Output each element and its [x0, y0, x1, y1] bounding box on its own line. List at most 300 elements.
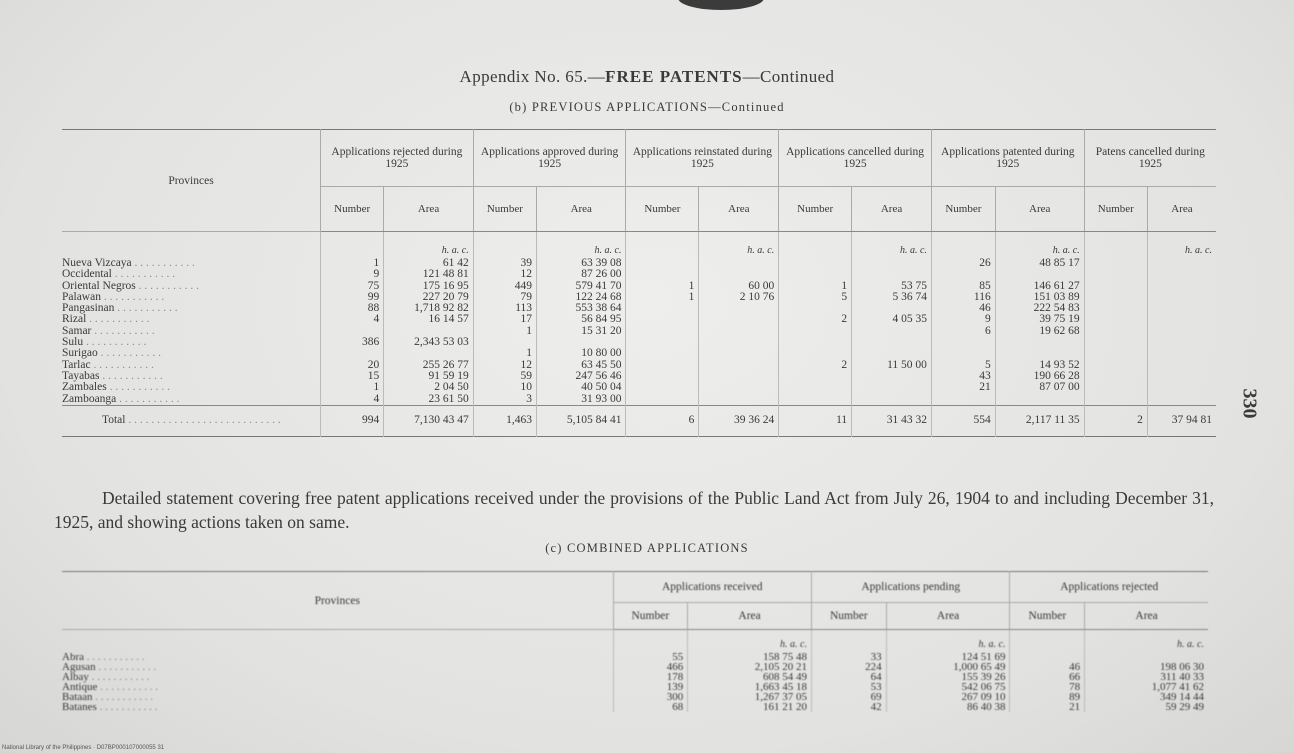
number-cell [1084, 371, 1147, 382]
number-cell [931, 348, 995, 359]
number-cell: 113 [473, 303, 536, 314]
area-header: Area [537, 187, 626, 232]
title-prefix: Appendix No. 65.— [459, 67, 606, 86]
table-row [62, 337, 1216, 348]
unit-label: h. a. c. [699, 232, 779, 259]
number-cell [931, 269, 995, 280]
number-header: Number [931, 187, 995, 232]
area-header: Area [852, 187, 932, 232]
number-cell [626, 360, 699, 371]
number-cell: 6 [931, 326, 995, 337]
area-cell: 19 62 68 [995, 326, 1084, 337]
area-cell: 4 05 35 [852, 314, 932, 325]
units-row [62, 232, 1216, 259]
total-label [62, 405, 321, 436]
table-row [62, 394, 1216, 406]
number-cell [626, 326, 699, 337]
area-header: Area [1147, 187, 1216, 232]
table-row [62, 672, 1208, 682]
number-cell [1084, 314, 1147, 325]
unit-label: h. a. c. [995, 232, 1084, 259]
number-cell [1084, 303, 1147, 314]
leader-dots: . . . . . . . . . . . [95, 661, 157, 673]
leader-dots: . . . . . . . . . . . [116, 392, 180, 405]
table-row [62, 348, 1216, 359]
number-cell [779, 348, 852, 359]
area-cell [1147, 337, 1216, 348]
area-cell [1147, 292, 1216, 303]
number-cell: 5 [931, 360, 995, 371]
area-cell: 175 16 95 [384, 281, 473, 292]
group-header: Applications reinstated during 1925 [626, 130, 779, 187]
area-cell [852, 394, 932, 406]
leader-dots: . . . . . . . . . . . [106, 381, 170, 394]
cell-text: Oriental Negros [62, 279, 136, 292]
number-cell: 33 [811, 652, 886, 662]
cell-text: Antique [62, 681, 98, 693]
unit-label: h. a. c. [537, 232, 626, 259]
cell-text: Rizal [62, 313, 87, 326]
number-cell: 1 [321, 258, 384, 269]
area-cell: 255 26 77 [384, 360, 473, 371]
number-cell [1084, 337, 1147, 348]
area-cell: 63 45 50 [537, 360, 626, 371]
page-number: 330 [1238, 388, 1261, 419]
area-cell [852, 371, 932, 382]
cell-text: Bataan [62, 691, 93, 703]
area-cell: 2,343 53 03 [384, 337, 473, 348]
area-cell [852, 326, 932, 337]
number-cell [626, 394, 699, 406]
area-cell: 311 40 33 [1085, 672, 1208, 682]
number-cell: 66 [1010, 672, 1085, 682]
area-cell: 247 56 46 [537, 371, 626, 382]
number-cell: 466 [613, 662, 688, 672]
number-cell [779, 371, 852, 382]
area-cell: 39 36 24 [699, 405, 779, 436]
number-cell: 43 [931, 371, 995, 382]
number-cell: 46 [1010, 662, 1085, 672]
cell-text: Occidental [62, 268, 112, 281]
area-cell: 1,000 65 49 [886, 662, 1010, 672]
table-row [62, 652, 1208, 662]
title-suffix: —Continued [742, 67, 835, 86]
number-cell: 994 [321, 405, 384, 436]
area-cell [1147, 281, 1216, 292]
area-cell [699, 258, 779, 269]
leader-dots: . . . . . . . . . . . [84, 651, 145, 663]
number-cell: 11 [779, 405, 852, 436]
area-header: Area [1085, 603, 1208, 630]
cell-text: Agusan [62, 661, 96, 673]
number-cell: 64 [811, 672, 886, 682]
number-cell: 4 [321, 394, 384, 406]
leader-dots: . . . . . . . . . . . [92, 691, 154, 703]
area-cell [699, 326, 779, 337]
number-cell: 1 [473, 326, 536, 337]
area-header: Area [688, 603, 812, 630]
number-cell [626, 382, 699, 393]
area-header: Area [886, 603, 1010, 630]
combined-applications-table [62, 571, 1208, 712]
number-cell: 68 [613, 702, 688, 712]
group-header: Applications patented during 1925 [931, 130, 1084, 187]
number-cell: 20 [321, 360, 384, 371]
number-cell [1084, 360, 1147, 371]
number-cell: 59 [473, 371, 536, 382]
area-cell [1147, 394, 1216, 406]
area-cell: 5 36 74 [852, 292, 932, 303]
number-cell: 139 [613, 682, 688, 692]
number-header: Number [1010, 603, 1085, 630]
area-cell: 158 75 48 [688, 652, 812, 662]
number-header: Number [1084, 187, 1147, 232]
area-cell [699, 337, 779, 348]
area-cell: 198 06 30 [1085, 662, 1208, 672]
area-cell: 1,718 92 82 [384, 303, 473, 314]
area-cell: 1,663 45 18 [688, 682, 812, 692]
area-cell [699, 371, 779, 382]
area-cell: 39 75 19 [995, 314, 1084, 325]
area-cell [852, 382, 932, 393]
group-header: Applications rejected [1010, 572, 1208, 603]
area-header: Area [995, 187, 1084, 232]
number-cell: 21 [1010, 702, 1085, 712]
number-cell: 78 [1010, 682, 1085, 692]
group-header: Applications approved during 1925 [473, 130, 626, 187]
provinces-header: Provinces [62, 130, 321, 232]
provinces-header: Provinces [62, 572, 613, 630]
number-cell: 89 [1010, 692, 1085, 702]
number-cell: 5 [779, 292, 852, 303]
scan-artifact [678, 0, 764, 10]
number-cell [1084, 292, 1147, 303]
area-cell: 349 14 44 [1085, 692, 1208, 702]
area-cell: 2,105 20 21 [688, 662, 812, 672]
area-header: Area [384, 187, 473, 232]
group-header-row [62, 572, 1208, 603]
number-cell: 12 [473, 269, 536, 280]
area-cell [699, 303, 779, 314]
area-cell [995, 348, 1084, 359]
area-cell: 542 06 75 [886, 682, 1010, 692]
area-cell: 2 10 76 [699, 292, 779, 303]
area-cell: 227 20 79 [384, 292, 473, 303]
area-cell: 122 24 68 [537, 292, 626, 303]
area-cell [1147, 360, 1216, 371]
area-cell: 53 75 [852, 281, 932, 292]
group-header: Applications cancelled during 1925 [779, 130, 932, 187]
number-cell: 1 [626, 281, 699, 292]
area-cell: 15 31 20 [537, 326, 626, 337]
area-cell: 91 59 19 [384, 371, 473, 382]
number-cell [1084, 382, 1147, 393]
number-cell: 9 [931, 314, 995, 325]
number-cell [626, 348, 699, 359]
number-header: Number [473, 187, 536, 232]
area-cell [699, 360, 779, 371]
area-cell: 5,105 84 41 [537, 405, 626, 436]
area-cell: 31 93 00 [537, 394, 626, 406]
number-cell [626, 303, 699, 314]
unit-label: h. a. c. [384, 232, 473, 259]
unit-label: h. a. c. [1085, 630, 1208, 653]
area-cell: 37 94 81 [1147, 405, 1216, 436]
number-cell: 1 [626, 292, 699, 303]
area-cell [699, 314, 779, 325]
area-cell: 608 54 49 [688, 672, 812, 682]
area-cell: 1,077 41 62 [1085, 682, 1208, 692]
table-row [62, 258, 1216, 269]
area-cell: 63 39 08 [537, 258, 626, 269]
area-cell [1147, 303, 1216, 314]
area-cell [852, 348, 932, 359]
area-cell [995, 269, 1084, 280]
number-cell: 554 [931, 405, 995, 436]
area-cell: 10 80 00 [537, 348, 626, 359]
cell-text: Pangasinan [62, 302, 115, 315]
leader-dots: . . . . . . . . . . . [88, 671, 150, 683]
area-cell [1147, 269, 1216, 280]
paragraph-text: Detailed statement covering free patent applications received under the provisions of the Public Land Act from July 26, 1904 to and including December 31, 1925, and showing actions taken on same. [54, 488, 1214, 532]
cell-text: Samar [62, 324, 92, 337]
number-cell [1084, 348, 1147, 359]
section-c-title: (c) COMBINED APPLICATIONS [545, 541, 749, 555]
group-header: Applications rejected during 1925 [321, 130, 474, 187]
area-cell: 48 85 17 [995, 258, 1084, 269]
number-cell: 39 [473, 258, 536, 269]
number-cell: 21 [931, 382, 995, 393]
number-cell [626, 258, 699, 269]
cell-text: Nueva Vizcaya [62, 257, 132, 269]
leader-dots: . . . . . . . . . . . [83, 336, 147, 349]
area-cell: 59 29 49 [1085, 702, 1208, 712]
number-cell [779, 258, 852, 269]
area-cell: 2,117 11 35 [995, 405, 1084, 436]
table-body [62, 630, 1208, 713]
title-main: FREE PATENTS [605, 67, 743, 86]
number-cell [626, 337, 699, 348]
area-cell: 31 43 32 [852, 405, 932, 436]
number-cell: 26 [931, 258, 995, 269]
unit-label: h. a. c. [688, 630, 812, 653]
area-cell [699, 348, 779, 359]
group-header: Applications received [613, 572, 811, 603]
number-cell: 85 [931, 281, 995, 292]
number-cell: 75 [321, 281, 384, 292]
leader-dots: . . . . . . . . . . . [97, 681, 158, 693]
group-header-row [62, 130, 1216, 187]
area-cell: 56 84 95 [537, 314, 626, 325]
number-header: Number [626, 187, 699, 232]
province-name [62, 394, 321, 406]
area-cell [852, 337, 932, 348]
area-cell: 146 61 27 [995, 281, 1084, 292]
group-header: Patens cancelled during 1925 [1084, 130, 1216, 187]
number-cell: 4 [321, 314, 384, 325]
number-cell [1084, 281, 1147, 292]
number-cell: 449 [473, 281, 536, 292]
area-cell: 87 07 00 [995, 382, 1084, 393]
number-cell: 88 [321, 303, 384, 314]
unit-label: h. a. c. [852, 232, 932, 259]
number-cell: 2 [779, 360, 852, 371]
area-cell: 553 38 64 [537, 303, 626, 314]
province-name [62, 702, 613, 712]
number-cell: 6 [626, 405, 699, 436]
number-cell [1084, 269, 1147, 280]
leader-dots: . . . . . . . . . . . [90, 358, 154, 371]
number-cell [779, 382, 852, 393]
area-cell: 1,267 37 05 [688, 692, 812, 702]
leader-dots: . . . . . . . . . . . [96, 701, 158, 713]
area-cell [699, 269, 779, 280]
number-cell: 9 [321, 269, 384, 280]
units-row [62, 630, 1208, 653]
number-cell [1084, 326, 1147, 337]
cell-text: Abra [62, 651, 84, 663]
area-cell: 87 26 00 [537, 269, 626, 280]
area-cell [1147, 326, 1216, 337]
number-cell: 3 [473, 394, 536, 406]
table-row [62, 269, 1216, 280]
area-header: Area [699, 187, 779, 232]
number-cell [779, 337, 852, 348]
number-cell [626, 371, 699, 382]
number-cell: 300 [613, 692, 688, 702]
number-cell: 15 [321, 371, 384, 382]
unit-label: h. a. c. [1147, 232, 1216, 259]
cell-text: Surigao [62, 347, 98, 360]
unit-label: h. a. c. [886, 630, 1010, 653]
number-cell: 99 [321, 292, 384, 303]
number-cell: 1 [321, 382, 384, 393]
leader-dots: . . . . . . . . . . . [131, 257, 195, 269]
area-cell: 222 54 83 [995, 303, 1084, 314]
footer-credit: National Library of the Philippines · D07BP000107000055 31 [2, 745, 165, 751]
number-cell: 53 [811, 682, 886, 692]
area-cell: 155 39 26 [886, 672, 1010, 682]
leader-dots: . . . . . . . . . . . [91, 324, 155, 337]
leader-dots: . . . . . . . . . . . [97, 347, 162, 360]
number-cell [321, 348, 384, 359]
table-row [62, 662, 1208, 672]
cell-text: Tarlac [62, 358, 91, 371]
area-cell: 16 14 57 [384, 314, 473, 325]
number-cell: 2 [779, 314, 852, 325]
table-row [62, 692, 1208, 702]
cell-text: Tayabas [62, 369, 100, 382]
number-cell [1084, 258, 1147, 269]
number-header: Number [779, 187, 852, 232]
number-cell: 42 [811, 702, 886, 712]
number-cell: 1 [779, 281, 852, 292]
number-cell [779, 326, 852, 337]
number-cell [779, 269, 852, 280]
number-cell [931, 337, 995, 348]
number-cell: 10 [473, 382, 536, 393]
area-cell [1147, 314, 1216, 325]
area-cell [1147, 348, 1216, 359]
number-cell [931, 394, 995, 406]
number-header: Number [811, 603, 886, 630]
number-cell [626, 314, 699, 325]
area-cell [699, 394, 779, 406]
section-b-title: (b) PREVIOUS APPLICATIONS—Continued [509, 100, 785, 114]
area-cell [852, 258, 932, 269]
area-cell [995, 394, 1084, 406]
number-header: Number [321, 187, 384, 232]
area-cell [1147, 258, 1216, 269]
number-cell: 79 [473, 292, 536, 303]
number-cell: 12 [473, 360, 536, 371]
number-header: Number [613, 603, 688, 630]
area-cell [1147, 371, 1216, 382]
cell-text: Total [102, 414, 126, 427]
previous-applications-table [62, 129, 1216, 437]
area-cell [699, 382, 779, 393]
area-cell: 86 40 38 [886, 702, 1010, 712]
area-cell: 14 93 52 [995, 360, 1084, 371]
group-header: Applications pending [811, 572, 1009, 603]
table-row [62, 382, 1216, 393]
area-cell: 190 66 28 [995, 371, 1084, 382]
cell-text: Sulu [62, 336, 84, 349]
area-cell: 151 03 89 [995, 292, 1084, 303]
leader-dots: . . . . . . . . . . . [114, 302, 178, 315]
table-body [62, 232, 1216, 437]
number-cell: 386 [321, 337, 384, 348]
leader-dots: . . . . . . . . . . . [86, 313, 150, 326]
detailed-statement-paragraph [54, 486, 1214, 534]
area-cell: 161 21 20 [688, 702, 812, 712]
table-row [62, 682, 1208, 692]
area-cell [384, 348, 473, 359]
number-cell: 69 [811, 692, 886, 702]
area-cell: 2 04 50 [384, 382, 473, 393]
number-cell: 55 [613, 652, 688, 662]
number-cell: 46 [931, 303, 995, 314]
area-cell: 121 48 81 [384, 269, 473, 280]
number-cell [626, 269, 699, 280]
area-cell [852, 269, 932, 280]
area-cell: 267 09 10 [886, 692, 1010, 702]
leader-dots: . . . . . . . . . . . [111, 268, 176, 281]
number-cell [1084, 394, 1147, 406]
area-cell: 124 51 69 [886, 652, 1010, 662]
area-cell: 40 50 04 [537, 382, 626, 393]
area-cell: 579 41 70 [537, 281, 626, 292]
leader-dots: . . . . . . . . . . . [135, 279, 200, 292]
table-row [62, 326, 1216, 337]
cell-text: Batanes [62, 701, 97, 713]
leader-dots: . . . . . . . . . . . [99, 369, 163, 382]
area-cell: 61 42 [384, 258, 473, 269]
number-cell: 1 [473, 348, 536, 359]
number-cell: 1,463 [473, 405, 536, 436]
appendix-title [0, 67, 1294, 87]
area-cell [1147, 382, 1216, 393]
table-row [62, 702, 1208, 712]
cell-text: Zamboanga [62, 392, 117, 405]
area-cell: 60 00 [699, 281, 779, 292]
number-cell: 116 [931, 292, 995, 303]
leader-dots: . . . . . . . . . . . . . . . . . . . . . . . . . . . [125, 414, 281, 427]
number-cell: 2 [1084, 405, 1147, 436]
area-cell: 23 61 50 [384, 394, 473, 406]
number-cell: 178 [613, 672, 688, 682]
total-row [62, 405, 1216, 436]
